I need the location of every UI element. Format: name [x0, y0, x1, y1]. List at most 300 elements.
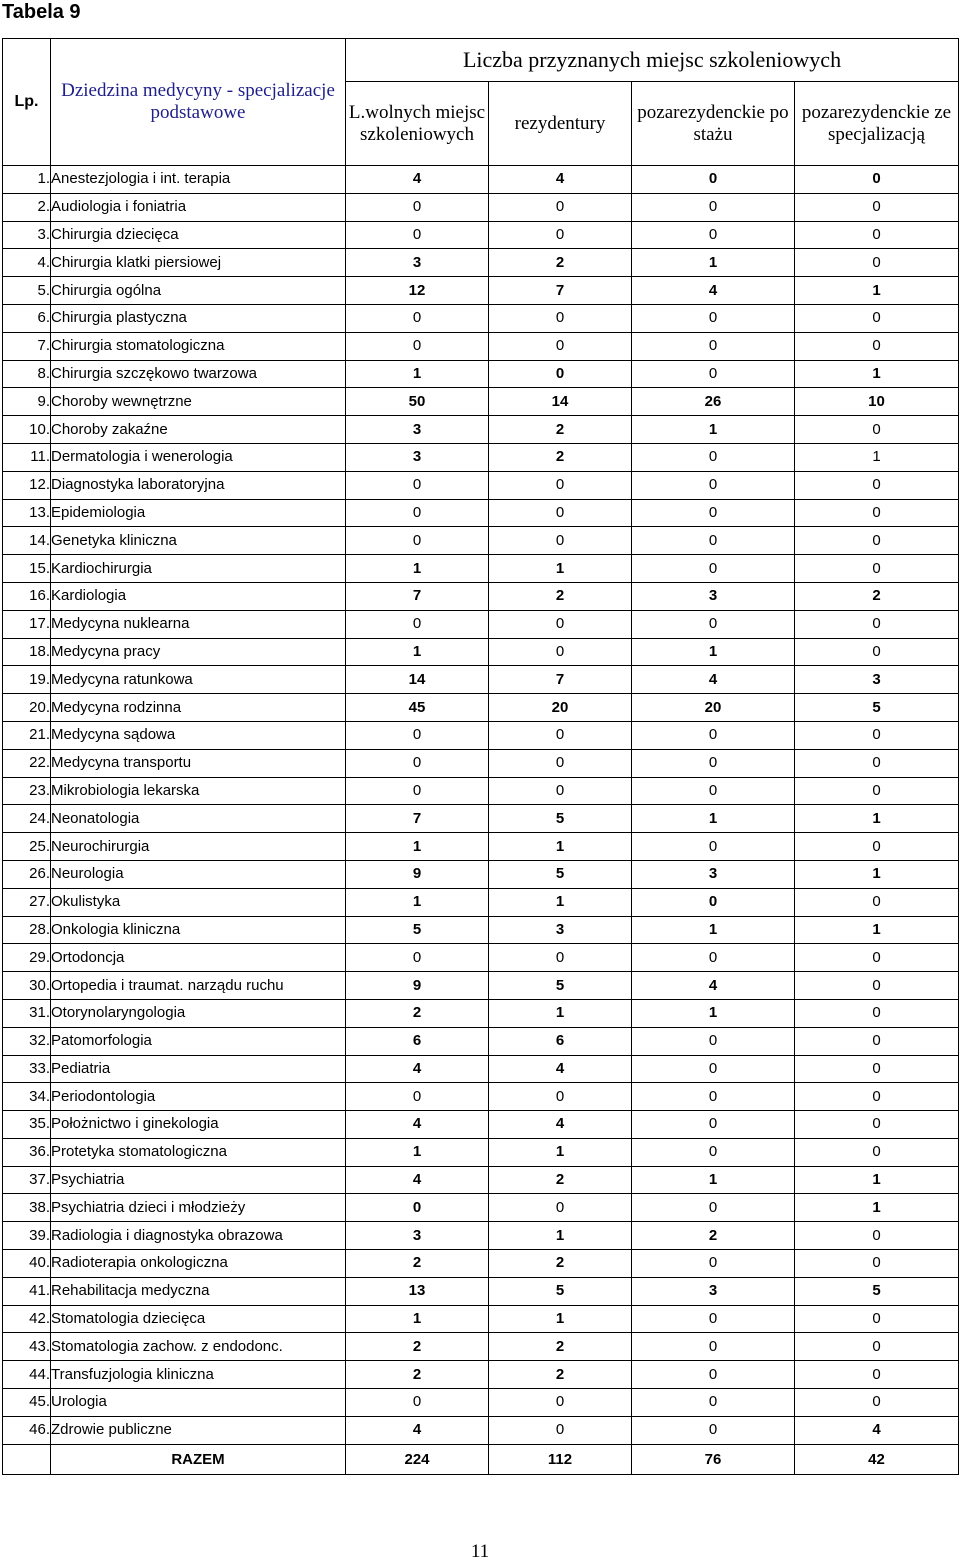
row-number: 36. [3, 1138, 51, 1166]
cell-free-places: 0 [346, 721, 489, 749]
specialization-name: Onkologia kliniczna [51, 916, 346, 944]
specialization-name: Radiologia i diagnostyka obrazowa [51, 1222, 346, 1250]
cell-after-internship: 26 [632, 388, 795, 416]
specialization-name: Patomorfologia [51, 1027, 346, 1055]
row-number: 23. [3, 777, 51, 805]
cell-after-internship: 0 [632, 166, 795, 194]
row-number: 3. [3, 221, 51, 249]
row-number: 21. [3, 721, 51, 749]
table-row [3, 360, 959, 388]
cell-free-places: 1 [346, 1138, 489, 1166]
cell-with-specialization: 0 [795, 193, 959, 221]
document-title: Tabela 9 [2, 1, 81, 23]
cell-with-specialization: 0 [795, 1250, 959, 1278]
cell-after-internship: 0 [632, 777, 795, 805]
cell-free-places: 3 [346, 249, 489, 277]
cell-with-specialization: 0 [795, 1333, 959, 1361]
specialization-name: Chirurgia klatki piersiowej [51, 249, 346, 277]
row-number: 31. [3, 999, 51, 1027]
cell-residency: 20 [489, 694, 632, 722]
specialization-name: Kardiologia [51, 582, 346, 610]
cell-after-internship: 1 [632, 999, 795, 1027]
specialization-name: Transfuzjologia kliniczna [51, 1361, 346, 1389]
header-residency: rezydentury [489, 82, 632, 166]
row-number: 30. [3, 972, 51, 1000]
cell-residency: 7 [489, 277, 632, 305]
cell-with-specialization: 2 [795, 582, 959, 610]
row-number: 8. [3, 360, 51, 388]
cell-free-places: 0 [346, 221, 489, 249]
specialization-name: Kardiochirurgia [51, 555, 346, 583]
table-row [3, 805, 959, 833]
specialization-name: Neurochirurgia [51, 833, 346, 861]
table-row [3, 499, 959, 527]
cell-after-internship: 0 [632, 332, 795, 360]
table-row [3, 582, 959, 610]
row-number: 18. [3, 638, 51, 666]
cell-with-specialization: 1 [795, 443, 959, 471]
cell-with-specialization: 0 [795, 749, 959, 777]
cell-after-internship: 0 [632, 1416, 795, 1444]
cell-free-places: 4 [346, 166, 489, 194]
specialization-name: Chirurgia stomatologiczna [51, 332, 346, 360]
specialization-name: Neonatologia [51, 805, 346, 833]
row-number: 5. [3, 277, 51, 305]
row-number: 33. [3, 1055, 51, 1083]
cell-with-specialization: 5 [795, 694, 959, 722]
row-number: 34. [3, 1083, 51, 1111]
row-number: 7. [3, 332, 51, 360]
table-row [3, 1305, 959, 1333]
cell-after-internship: 2 [632, 1222, 795, 1250]
row-number: 15. [3, 555, 51, 583]
cell-free-places: 14 [346, 666, 489, 694]
cell-residency: 2 [489, 1333, 632, 1361]
cell-free-places: 3 [346, 443, 489, 471]
specialization-name: Psychiatria dzieci i młodzieży [51, 1194, 346, 1222]
row-number: 29. [3, 944, 51, 972]
cell-after-internship: 0 [632, 1138, 795, 1166]
table-row [3, 388, 959, 416]
cell-residency: 0 [489, 221, 632, 249]
cell-with-specialization: 1 [795, 860, 959, 888]
cell-with-specialization: 0 [795, 1083, 959, 1111]
cell-free-places: 4 [346, 1166, 489, 1194]
row-number: 4. [3, 249, 51, 277]
cell-with-specialization: 5 [795, 1277, 959, 1305]
specialization-name: Ortopedia i traumat. narządu ruchu [51, 972, 346, 1000]
cell-residency: 0 [489, 193, 632, 221]
cell-free-places: 12 [346, 277, 489, 305]
table-row [3, 666, 959, 694]
page-number: 11 [470, 1541, 490, 1562]
header-lp: Lp. [3, 39, 51, 166]
cell-residency: 2 [489, 416, 632, 444]
cell-free-places: 13 [346, 1277, 489, 1305]
row-number: 16. [3, 582, 51, 610]
cell-with-specialization: 0 [795, 1389, 959, 1417]
cell-free-places: 0 [346, 944, 489, 972]
header-with-specialization: pozarezydenckie ze specjalizacją [795, 82, 959, 166]
row-number: 41. [3, 1277, 51, 1305]
table-row [3, 694, 959, 722]
cell-residency: 0 [489, 499, 632, 527]
cell-residency: 1 [489, 555, 632, 583]
cell-after-internship: 3 [632, 582, 795, 610]
row-number: 12. [3, 471, 51, 499]
cell-free-places: 0 [346, 499, 489, 527]
cell-residency: 1 [489, 833, 632, 861]
table-row [3, 638, 959, 666]
row-number: 39. [3, 1222, 51, 1250]
cell-residency: 2 [489, 443, 632, 471]
cell-with-specialization: 1 [795, 360, 959, 388]
cell-free-places: 45 [346, 694, 489, 722]
cell-residency: 5 [489, 972, 632, 1000]
specialization-name: Protetyka stomatologiczna [51, 1138, 346, 1166]
cell-with-specialization: 0 [795, 166, 959, 194]
cell-residency: 2 [489, 249, 632, 277]
cell-after-internship: 0 [632, 1250, 795, 1278]
table-row [3, 860, 959, 888]
cell-with-specialization: 0 [795, 721, 959, 749]
row-number: 25. [3, 833, 51, 861]
table-row [3, 1055, 959, 1083]
row-number: 2. [3, 193, 51, 221]
cell-residency: 4 [489, 1055, 632, 1083]
cell-after-internship: 20 [632, 694, 795, 722]
cell-after-internship: 0 [632, 721, 795, 749]
specialization-name: Medycyna nuklearna [51, 610, 346, 638]
cell-free-places: 3 [346, 1222, 489, 1250]
cell-with-specialization: 0 [795, 332, 959, 360]
row-number: 40. [3, 1250, 51, 1278]
cell-residency: 5 [489, 805, 632, 833]
cell-with-specialization: 1 [795, 277, 959, 305]
table-row [3, 1166, 959, 1194]
cell-after-internship: 0 [632, 193, 795, 221]
cell-with-specialization: 0 [795, 1055, 959, 1083]
cell-with-specialization: 0 [795, 1305, 959, 1333]
cell-after-internship: 0 [632, 1027, 795, 1055]
cell-after-internship: 1 [632, 1166, 795, 1194]
cell-residency: 0 [489, 471, 632, 499]
row-number: 46. [3, 1416, 51, 1444]
header-group-title: Liczba przyznanych miejsc szkoleniowych [346, 39, 959, 82]
specialization-name: Neurologia [51, 860, 346, 888]
row-number: 24. [3, 805, 51, 833]
table-row [3, 1222, 959, 1250]
cell-residency: 1 [489, 999, 632, 1027]
cell-free-places: 0 [346, 527, 489, 555]
table-row [3, 1083, 959, 1111]
cell-with-specialization: 0 [795, 1222, 959, 1250]
cell-free-places: 2 [346, 1333, 489, 1361]
specialization-name: Dermatologia i wenerologia [51, 443, 346, 471]
cell-with-specialization: 1 [795, 916, 959, 944]
specialization-name: Stomatologia dziecięca [51, 1305, 346, 1333]
cell-free-places: 2 [346, 1250, 489, 1278]
cell-free-places: 5 [346, 916, 489, 944]
total-row [3, 1444, 959, 1474]
row-number: 19. [3, 666, 51, 694]
cell-after-internship: 0 [632, 833, 795, 861]
cell-after-internship: 0 [632, 610, 795, 638]
table-row [3, 304, 959, 332]
total-residency: 112 [489, 1444, 632, 1474]
cell-residency: 14 [489, 388, 632, 416]
row-number: 28. [3, 916, 51, 944]
cell-free-places: 0 [346, 749, 489, 777]
specialization-name: Okulistyka [51, 888, 346, 916]
cell-residency: 0 [489, 1194, 632, 1222]
cell-after-internship: 1 [632, 916, 795, 944]
header-free-places: L.wolnych miejsc szkoleniowych [346, 82, 489, 166]
cell-with-specialization: 1 [795, 1194, 959, 1222]
cell-free-places: 0 [346, 610, 489, 638]
table-row [3, 1361, 959, 1389]
header-after-internship: pozarezydenckie po stażu [632, 82, 795, 166]
cell-residency: 0 [489, 1416, 632, 1444]
specialization-name: Zdrowie publiczne [51, 1416, 346, 1444]
cell-free-places: 1 [346, 833, 489, 861]
cell-with-specialization: 0 [795, 610, 959, 638]
cell-with-specialization: 0 [795, 1027, 959, 1055]
cell-with-specialization: 0 [795, 416, 959, 444]
cell-with-specialization: 0 [795, 527, 959, 555]
cell-free-places: 9 [346, 860, 489, 888]
specialization-name: Periodontologia [51, 1083, 346, 1111]
specialization-name: Radioterapia onkologiczna [51, 1250, 346, 1278]
cell-after-internship: 0 [632, 1083, 795, 1111]
cell-free-places: 1 [346, 1305, 489, 1333]
cell-residency: 0 [489, 749, 632, 777]
cell-residency: 4 [489, 1111, 632, 1139]
cell-free-places: 7 [346, 582, 489, 610]
specialization-name: Audiologia i foniatria [51, 193, 346, 221]
table-row [3, 944, 959, 972]
cell-after-internship: 0 [632, 221, 795, 249]
cell-residency: 0 [489, 332, 632, 360]
cell-residency: 2 [489, 1166, 632, 1194]
cell-with-specialization: 0 [795, 499, 959, 527]
table-row [3, 1333, 959, 1361]
table-row [3, 471, 959, 499]
table-row [3, 1250, 959, 1278]
row-number: 42. [3, 1305, 51, 1333]
specialization-name: Urologia [51, 1389, 346, 1417]
table-row [3, 221, 959, 249]
specialization-name: Psychiatria [51, 1166, 346, 1194]
cell-after-internship: 0 [632, 304, 795, 332]
cell-free-places: 0 [346, 1389, 489, 1417]
table-row [3, 332, 959, 360]
cell-after-internship: 0 [632, 527, 795, 555]
cell-with-specialization: 0 [795, 1361, 959, 1389]
specialization-name: Rehabilitacja medyczna [51, 1277, 346, 1305]
cell-residency: 5 [489, 860, 632, 888]
cell-free-places: 1 [346, 638, 489, 666]
cell-free-places: 4 [346, 1111, 489, 1139]
row-number: 35. [3, 1111, 51, 1139]
table-row [3, 1138, 959, 1166]
cell-after-internship: 1 [632, 416, 795, 444]
cell-after-internship: 1 [632, 638, 795, 666]
cell-after-internship: 0 [632, 443, 795, 471]
table-row [3, 443, 959, 471]
cell-free-places: 1 [346, 360, 489, 388]
table-row [3, 1389, 959, 1417]
row-number: 22. [3, 749, 51, 777]
row-number: 44. [3, 1361, 51, 1389]
cell-with-specialization: 0 [795, 304, 959, 332]
specialization-name: Ortodoncja [51, 944, 346, 972]
cell-with-specialization: 0 [795, 777, 959, 805]
specialization-name: Pediatria [51, 1055, 346, 1083]
cell-with-specialization: 0 [795, 221, 959, 249]
specialization-name: Medycyna ratunkowa [51, 666, 346, 694]
cell-after-internship: 0 [632, 1361, 795, 1389]
cell-after-internship: 4 [632, 972, 795, 1000]
cell-with-specialization: 0 [795, 944, 959, 972]
cell-free-places: 0 [346, 332, 489, 360]
table-row [3, 610, 959, 638]
cell-residency: 0 [489, 527, 632, 555]
table-row [3, 1416, 959, 1444]
table-row [3, 249, 959, 277]
table-row [3, 916, 959, 944]
table-row [3, 1111, 959, 1139]
specialization-name: Anestezjologia i int. terapia [51, 166, 346, 194]
table-row [3, 166, 959, 194]
cell-with-specialization: 0 [795, 972, 959, 1000]
specialization-name: Chirurgia ogólna [51, 277, 346, 305]
table-body [3, 166, 959, 1445]
table-row [3, 999, 959, 1027]
cell-residency: 7 [489, 666, 632, 694]
cell-with-specialization: 1 [795, 805, 959, 833]
total-label: RAZEM [51, 1444, 346, 1474]
table-row [3, 416, 959, 444]
table-row [3, 888, 959, 916]
specialization-name: Mikrobiologia lekarska [51, 777, 346, 805]
cell-with-specialization: 0 [795, 999, 959, 1027]
cell-after-internship: 0 [632, 944, 795, 972]
specialization-name: Diagnostyka laboratoryjna [51, 471, 346, 499]
table-row [3, 277, 959, 305]
table-row [3, 1027, 959, 1055]
row-number: 32. [3, 1027, 51, 1055]
cell-free-places: 7 [346, 805, 489, 833]
cell-after-internship: 4 [632, 277, 795, 305]
cell-free-places: 1 [346, 555, 489, 583]
table-row [3, 972, 959, 1000]
cell-free-places: 4 [346, 1416, 489, 1444]
cell-residency: 0 [489, 1083, 632, 1111]
cell-residency: 3 [489, 916, 632, 944]
cell-free-places: 0 [346, 777, 489, 805]
row-number: 14. [3, 527, 51, 555]
cell-with-specialization: 0 [795, 555, 959, 583]
cell-residency: 0 [489, 721, 632, 749]
cell-with-specialization: 4 [795, 1416, 959, 1444]
row-number: 27. [3, 888, 51, 916]
specialization-name: Chirurgia szczękowo twarzowa [51, 360, 346, 388]
cell-after-internship: 0 [632, 1305, 795, 1333]
cell-with-specialization: 0 [795, 638, 959, 666]
total-after-internship: 76 [632, 1444, 795, 1474]
cell-residency: 1 [489, 888, 632, 916]
cell-with-specialization: 0 [795, 1138, 959, 1166]
row-number: 17. [3, 610, 51, 638]
cell-after-internship: 3 [632, 860, 795, 888]
cell-with-specialization: 1 [795, 1166, 959, 1194]
header-field: Dziedzina medycyny - specjalizacje podstawowe [51, 39, 346, 166]
row-number: 10. [3, 416, 51, 444]
row-number: 9. [3, 388, 51, 416]
cell-after-internship: 0 [632, 1389, 795, 1417]
table-row [3, 555, 959, 583]
cell-after-internship: 0 [632, 1111, 795, 1139]
table-row [3, 193, 959, 221]
specialization-name: Medycyna pracy [51, 638, 346, 666]
specialization-name: Medycyna rodzinna [51, 694, 346, 722]
cell-residency: 0 [489, 638, 632, 666]
cell-after-internship: 0 [632, 1333, 795, 1361]
cell-after-internship: 0 [632, 1055, 795, 1083]
cell-after-internship: 0 [632, 555, 795, 583]
cell-free-places: 2 [346, 999, 489, 1027]
table-row [3, 833, 959, 861]
total-with-specialization: 42 [795, 1444, 959, 1474]
cell-residency: 1 [489, 1222, 632, 1250]
specialization-name: Chirurgia plastyczna [51, 304, 346, 332]
cell-free-places: 6 [346, 1027, 489, 1055]
cell-free-places: 2 [346, 1361, 489, 1389]
specialization-name: Stomatologia zachow. z endodonc. [51, 1333, 346, 1361]
specialization-name: Choroby wewnętrzne [51, 388, 346, 416]
cell-free-places: 50 [346, 388, 489, 416]
cell-free-places: 0 [346, 304, 489, 332]
table-row [3, 1277, 959, 1305]
cell-after-internship: 0 [632, 499, 795, 527]
cell-free-places: 0 [346, 471, 489, 499]
cell-after-internship: 0 [632, 471, 795, 499]
total-free: 224 [346, 1444, 489, 1474]
total-lp-empty [3, 1444, 51, 1474]
cell-free-places: 0 [346, 193, 489, 221]
cell-after-internship: 4 [632, 666, 795, 694]
cell-residency: 0 [489, 360, 632, 388]
cell-with-specialization: 0 [795, 249, 959, 277]
table-row [3, 721, 959, 749]
cell-residency: 0 [489, 304, 632, 332]
specialization-name: Chirurgia dziecięca [51, 221, 346, 249]
cell-after-internship: 1 [632, 249, 795, 277]
cell-with-specialization: 3 [795, 666, 959, 694]
cell-free-places: 0 [346, 1194, 489, 1222]
cell-with-specialization: 0 [795, 471, 959, 499]
specialization-name: Otorynolaryngologia [51, 999, 346, 1027]
cell-residency: 2 [489, 1250, 632, 1278]
cell-with-specialization: 10 [795, 388, 959, 416]
row-number: 1. [3, 166, 51, 194]
cell-after-internship: 0 [632, 888, 795, 916]
cell-with-specialization: 0 [795, 888, 959, 916]
table-row [3, 749, 959, 777]
specialization-name: Medycyna transportu [51, 749, 346, 777]
cell-free-places: 0 [346, 1083, 489, 1111]
